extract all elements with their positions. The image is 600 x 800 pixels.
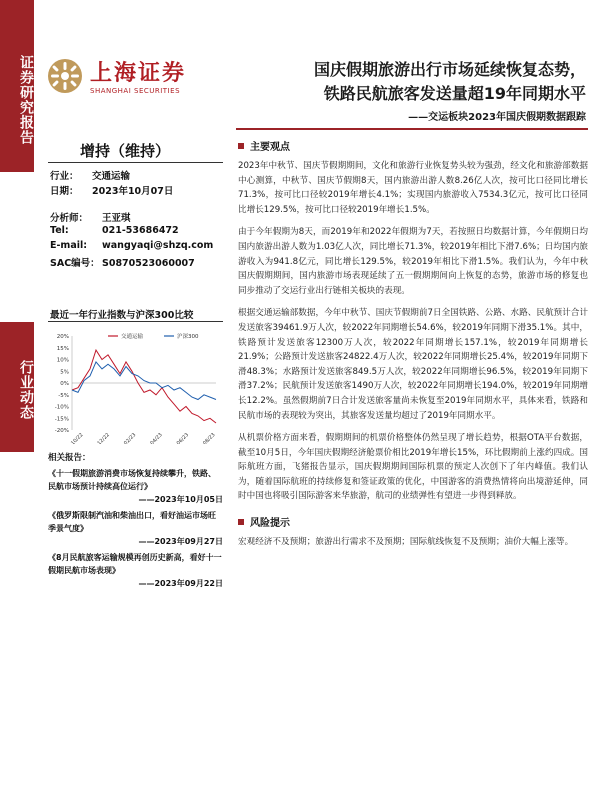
series-line-1 [72,362,216,400]
title-line-2: 铁路民航旅客发送量超19年同期水平 [323,84,586,103]
paragraph-3: 根据交通运输部数据，今年中秋节、国庆节假期前7日全国铁路、公路、水路、民航预计合计发送旅客39461.9万人次，较2022年同期增长54.6%，较2019年同期下滑35.1%。其中，铁路预计发送旅客12300万人次，较2022年同期增长157.1%，较2019年同期增长21.9%；公路预计发送旅客24822.4万人次，较2022年同期增长25.4%，较2019年同期下滑48.3%；水路预计发送旅客849.5万人次，较2022年同期增长96.5%，较2019年同期下滑37.2%；民航预计发送旅客1490万人次，较2022年同期增长194.0%，较2019年同期增长12.2%。虽然假期前7日合计发送旅客量尚未恢复至2019年同期水平，具体来看，铁路和民航市场的表现较为突出，其旅客发送量均超过了2019年同期水平。 [238,308,588,421]
x-tick-label: 04/23 [149,432,164,444]
risk-title: 风险提示 [250,518,290,530]
meta-value: 王亚琪 [102,213,131,224]
analyst-name [50,210,131,224]
rating-label: 增持（维持） [80,142,171,160]
legend-label: 交通运输 [121,334,144,340]
paragraph-4: 从机票价格方面来看，假期期间的机票价格整体仍然呈现了增长趋势，根据OTA平台数据，截至10月5日，今年国庆假期经济舱票价相比2019年增长15%，环比假期前上涨约四成。国际航班方面，飞猪报告显示，国庆假期期间国际机票的预定人次创下了年内峰值。我们认为，随着国际航班的持续修复和签证政策的优化，中国游客的消费热情将向出境游延伸，同时中国也将吸引国际游客来华旅游，航司的业绩弹性有望进一步得到释放。 [238,433,588,502]
analyst-tel [50,225,179,236]
analyst-email [50,240,213,251]
y-tick-label: -20% [54,428,69,434]
x-tick-label: 12/22 [96,432,111,444]
logo-icon [48,59,82,93]
legend-label: 沪深300 [177,334,199,340]
y-tick-label: 0% [60,381,69,387]
meta-key: SAC编号： [50,258,100,269]
key-points-header [238,138,588,153]
rating-divider [48,162,223,163]
x-tick-label: 10/22 [70,432,85,444]
y-tick-label: 10% [56,357,69,364]
meta-key: E-mail: [50,240,88,251]
risk-paragraph: 宏观经济不及预期；旅游出行需求不及预期；国际航线恢复不及预期；油价大幅上涨等。 [238,537,574,548]
section-bullet-icon [238,143,244,149]
y-tick-label: -15% [54,416,69,423]
y-tick-label: 5% [60,369,69,376]
meta-value: 2023年10月07日 [92,186,174,197]
y-tick-label: 20% [56,334,69,340]
section-bullet-icon [238,519,244,525]
related-reports-heading: 相关报告： [48,453,91,463]
analyst-sac [50,255,195,269]
y-tick-label: -10% [54,404,69,411]
related-report-title[interactable]: 《俄罗斯限制汽油和柴油出口，看好油运市场旺季景气度》 [48,511,216,533]
y-tick-label: 15% [56,345,69,352]
title-subtitle: ——交运板块2023年国庆假期数据跟踪 [408,112,586,123]
meta-key: 分析师： [50,213,89,224]
paragraph-2: 由于今年假期为8天，而2019年和2022年假期为7天，若按照日均数据计算，今年假期日均国内旅游出游人数为1.03亿人次，同比增长71.3%，较2019年相比下滑7.6%；日均国内旅游收入为941.8亿元，同比增长129.5%，较2019年相比下滑1.5%。我们认为，今年中秋国庆假期期间，国内旅游市场表现延续了五一假期期间向上恢复的态势，旅游市场的修复也同步推动了交运行业出行链相关板块的表现。 [238,227,588,296]
logo-name-cn: 上海证券 [90,61,187,86]
report-title [236,58,586,123]
x-tick-label: 02/23 [122,432,138,444]
related-report-title[interactable]: 《8月民航旅客运输规模再创历史新高，看好十一假期民航市场表现》 [48,553,222,575]
title-divider [236,128,588,130]
meta-value: 021-53686472 [102,225,179,236]
chart-section-divider [48,321,223,322]
meta-date [50,183,173,197]
chart-svg [46,326,222,444]
related-report-title[interactable]: 《十一假期旅游消费市场恢复持续攀升，铁路、民航市场预计持续高位运行》 [48,469,216,491]
x-tick-label: 06/23 [175,432,191,444]
company-logo [48,56,186,95]
related-report-date: ——2023年10月05日 [138,495,223,504]
meta-value: S0870523060007 [102,258,195,269]
y-tick-label: -5% [58,392,69,399]
title-line-1: 国庆假期旅游出行市场延续恢复态势， [313,60,586,79]
related-reports [48,452,223,593]
email-link[interactable]: wangyaqi@shzq.com [102,240,214,251]
side-strip-label-category: 行业动态 [18,360,34,420]
related-report-date: ——2023年09月27日 [138,537,223,546]
side-strip-label-report: 证券研究报告 [18,55,34,145]
related-report-date: ——2023年09月22日 [138,579,223,588]
main-content [238,138,588,550]
x-tick-label: 08/23 [202,432,217,444]
meta-value: 交通运输 [92,171,131,182]
risk-header [238,514,588,529]
meta-industry [50,168,130,182]
meta-key: Tel: [50,225,69,236]
key-points-title: 主要观点 [250,142,290,153]
series-line-0 [72,350,216,423]
paragraph-1: 2023年中秋节、国庆节假期期间，文化和旅游行业恢复势头较为强劲，经文化和旅游部数据中心测算，中秋节、国庆节假期8天，国内旅游出游人数8.26亿人次，按可比口径同比增长71.3%，按可比口径较2019年增长4.1%；实现国内旅游收入7534.3亿元，按可比口径同比增长129.5%，按可比口径较2019年增长1.5%。 [238,161,588,215]
chart-section-title: 最近一年行业指数与沪深300比较 [50,310,194,321]
meta-key: 日期： [50,186,79,197]
index-comparison-chart [46,326,222,444]
logo-name-en: SHANGHAI SECURITIES [90,87,181,95]
meta-key: 行业： [50,171,79,182]
